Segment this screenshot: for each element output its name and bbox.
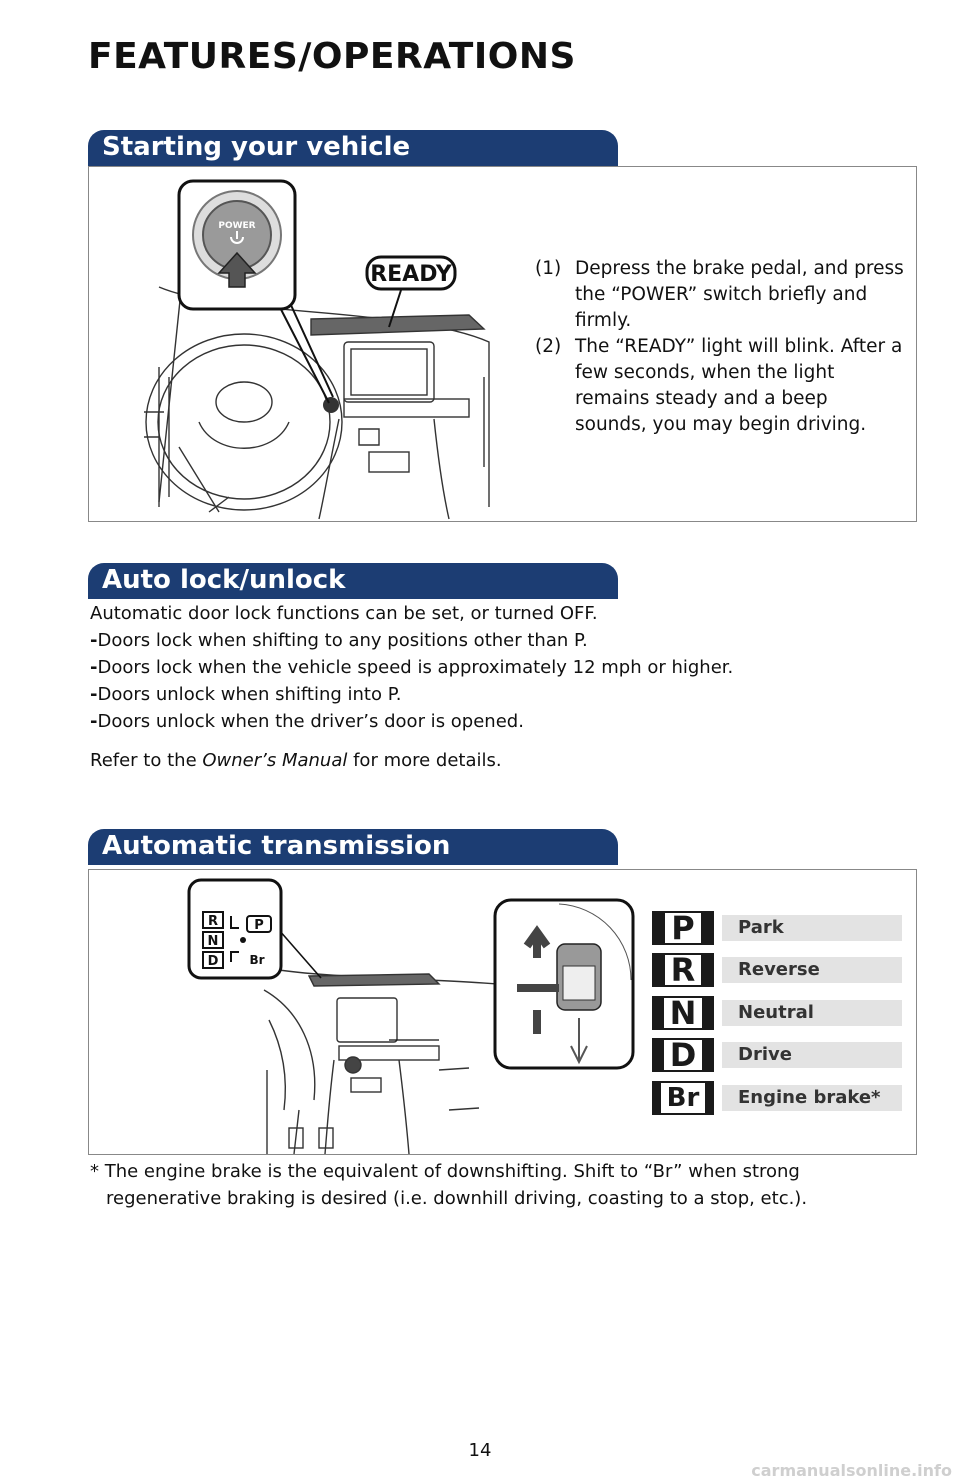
svg-text:D: D	[207, 954, 219, 969]
shift-lever-illustration	[89, 870, 649, 1154]
step-text: Depress the brake pedal, and press the “POWER” switch briefly and firmly.	[575, 258, 904, 331]
gear-symbol: P	[652, 911, 714, 945]
list-item: -Doors lock when shifting to any positions other than P.	[90, 630, 588, 651]
list-item: -Doors unlock when shifting into P.	[90, 684, 402, 705]
gear-row-park	[652, 911, 902, 945]
gear-row-neutral	[652, 996, 902, 1030]
footnote-mark: *	[90, 1161, 99, 1182]
gear-name: Park	[722, 915, 902, 941]
footnote-text: The engine brake is the equivalent of downshifting. Shift to “Br” when strong regenerative braking is desired (i.e. downhill driving, coasting to a stop, etc.).	[104, 1161, 808, 1209]
svg-text:P: P	[254, 918, 264, 933]
svg-text:R: R	[207, 914, 219, 929]
step-1	[535, 256, 905, 334]
watermark: carmanualsonline.info	[751, 1461, 952, 1480]
step-number: (1)	[535, 258, 562, 279]
gear-name: Neutral	[722, 1000, 902, 1026]
list-item: -Doors unlock when the driver’s door is opened.	[90, 711, 524, 732]
page-number: 14	[468, 1440, 492, 1461]
section-header-autolock	[88, 563, 618, 599]
section-title-starting: Starting your vehicle	[102, 132, 411, 162]
gear-name: Drive	[722, 1042, 902, 1068]
step-2	[535, 334, 905, 438]
gear-name: Engine brake*	[722, 1085, 902, 1111]
gear-symbol: D	[652, 1038, 714, 1072]
gear-name: Reverse	[722, 957, 902, 983]
gear-row-reverse	[652, 953, 902, 987]
section-title-transmission: Automatic transmission	[102, 831, 451, 861]
owners-manual-title: Owner’s Manual	[202, 750, 348, 771]
svg-text:N: N	[207, 934, 219, 949]
engine-brake-footnote	[90, 1158, 890, 1212]
svg-text:Br: Br	[249, 953, 265, 967]
power-button-label: POWER	[218, 221, 256, 231]
list-item: -Doors lock when the vehicle speed is approximately 12 mph or higher.	[90, 657, 734, 678]
gear-row-engine-brake	[652, 1081, 902, 1115]
manual-reference: Refer to the Owner’s Manual for more details.	[90, 750, 502, 771]
gear-symbol: R	[652, 953, 714, 987]
ready-indicator-label: READY	[370, 262, 452, 287]
step-text: The “READY” light will blink. After a few seconds, when the light remains steady and a beep sounds, you may begin driving.	[575, 336, 903, 435]
gear-symbol: N	[652, 996, 714, 1030]
step-number: (2)	[535, 336, 562, 357]
gear-symbol: Br	[652, 1081, 714, 1115]
autolock-body	[90, 600, 890, 774]
starting-steps	[535, 256, 905, 438]
page-title: FEATURES/OPERATIONS	[88, 36, 576, 77]
gear-row-drive	[652, 1038, 902, 1072]
section-header-transmission	[88, 829, 618, 865]
autolock-intro: Automatic door lock functions can be set, or turned OFF.	[90, 603, 598, 624]
section-title-autolock: Auto lock/unlock	[102, 565, 346, 595]
section-header-starting	[88, 130, 618, 166]
